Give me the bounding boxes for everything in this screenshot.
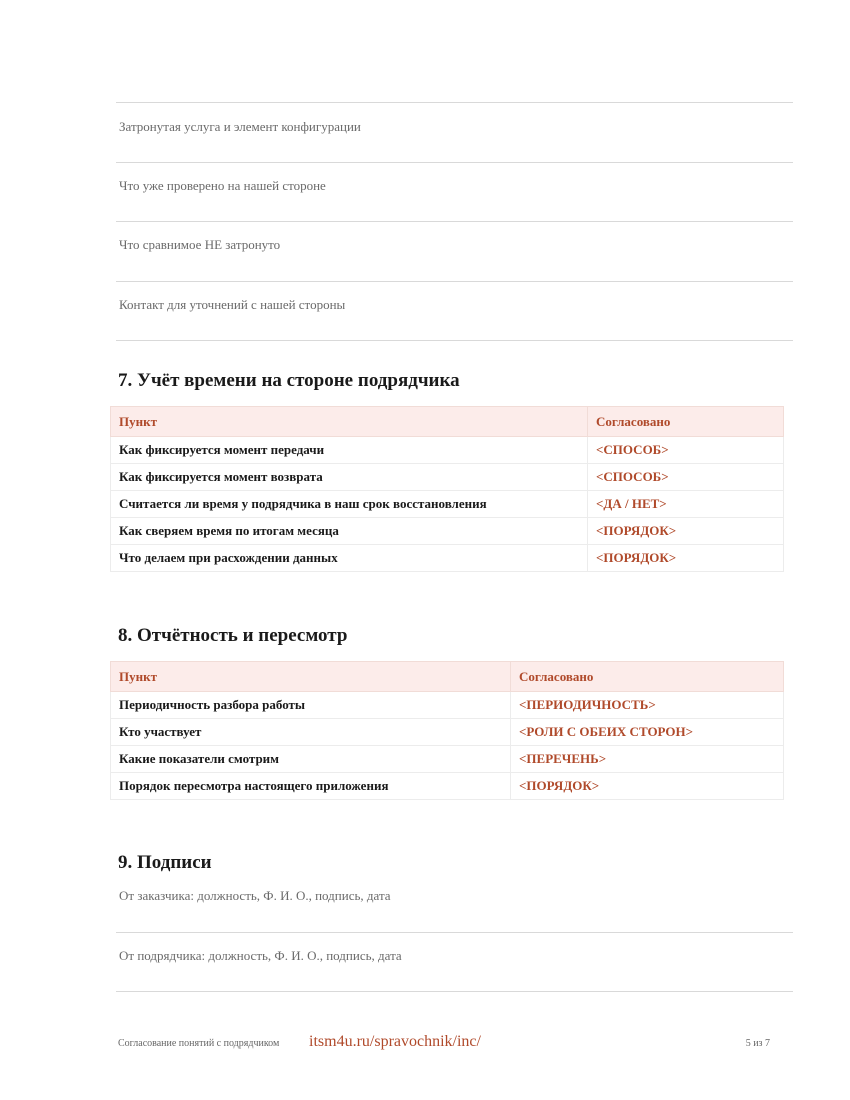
table-row — [111, 746, 784, 773]
table-cell-item: Как фиксируется момент возврата — [111, 464, 588, 491]
table-cell-item: Как фиксируется момент передачи — [111, 437, 588, 464]
signature-field-customer[interactable] — [116, 874, 793, 933]
table-cell-item: Какие показатели смотрим — [111, 746, 511, 773]
field-label: Контакт для уточнений с нашей стороны — [119, 297, 346, 312]
section-8-title: 8. Отчётность и пересмотр — [118, 625, 348, 646]
table-cell-item: Кто участвует — [111, 719, 511, 746]
form-field-contact[interactable] — [116, 282, 793, 341]
table-cell-value[interactable]: <СПОСОБ> — [588, 437, 784, 464]
field-label: От заказчика: должность, Ф. И. О., подпись, дата — [119, 888, 391, 903]
section-7-title: 7. Учёт времени на стороне подрядчика — [118, 370, 460, 391]
section-9-title: 9. Подписи — [118, 852, 212, 873]
section-7-table — [110, 406, 784, 572]
table-header-row — [111, 407, 784, 437]
table-header-row — [111, 662, 784, 692]
form-field-checked[interactable] — [116, 163, 793, 222]
field-label: Затронутая услуга и элемент конфигурации — [119, 119, 361, 134]
table-cell-value[interactable]: <РОЛИ С ОБЕИХ СТОРОН> — [511, 719, 784, 746]
table-row — [111, 773, 784, 800]
table-row — [111, 491, 784, 518]
table-cell-item: Что делаем при расхождении данных — [111, 545, 588, 572]
table-cell-item: Считается ли время у подрядчика в наш срок восстановления — [111, 491, 588, 518]
signature-field-contractor[interactable] — [116, 933, 793, 992]
table-cell-value[interactable]: <ПЕРЕЧЕНЬ> — [511, 746, 784, 773]
table-cell-value[interactable]: <ПЕРИОДИЧНОСТЬ> — [511, 692, 784, 719]
table-cell-value[interactable]: <СПОСОБ> — [588, 464, 784, 491]
column-header-item: Пункт — [111, 662, 511, 692]
column-header-item: Пункт — [111, 407, 588, 437]
table-row — [111, 437, 784, 464]
table-row — [111, 518, 784, 545]
table-cell-item: Как сверяем время по итогам месяца — [111, 518, 588, 545]
form-field-affected-service[interactable] — [116, 103, 793, 163]
page-footer — [118, 1033, 770, 1053]
table-row — [111, 719, 784, 746]
table-cell-item: Периодичность разбора работы — [111, 692, 511, 719]
footer-link[interactable]: itsm4u.ru/spravochnik/inc/ — [309, 1033, 481, 1050]
page-number: 5 из 7 — [745, 1038, 770, 1049]
field-label: Что уже проверено на нашей стороне — [119, 178, 326, 193]
table-cell-item: Порядок пересмотра настоящего приложения — [111, 773, 511, 800]
column-header-agreed: Согласовано — [588, 407, 784, 437]
table-cell-value[interactable]: <ПОРЯДОК> — [588, 518, 784, 545]
table-cell-value[interactable]: <ПОРЯДОК> — [511, 773, 784, 800]
table-row — [111, 464, 784, 491]
footer-document-title: Согласование понятий с подрядчиком — [118, 1038, 280, 1049]
section-8-table — [110, 661, 784, 800]
table-row — [111, 692, 784, 719]
field-label: От подрядчика: должность, Ф. И. О., подпись, дата — [119, 948, 402, 963]
table-row — [111, 545, 784, 572]
field-label: Что сравнимое НЕ затронуто — [119, 237, 281, 252]
table-cell-value[interactable]: <ПОРЯДОК> — [588, 545, 784, 572]
table-cell-value[interactable]: <ДА / НЕТ> — [588, 491, 784, 518]
column-header-agreed: Согласовано — [511, 662, 784, 692]
form-field-not-affected[interactable] — [116, 222, 793, 282]
